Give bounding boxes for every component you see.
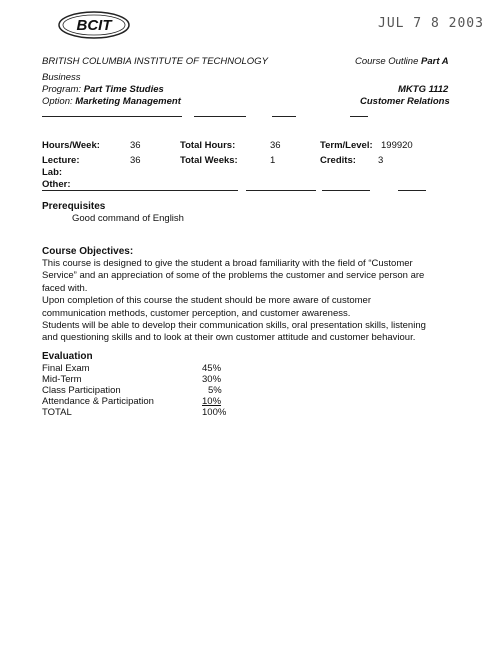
date-received-stamp: JUL 7 8 2003 [378, 16, 484, 31]
course-name: Customer Relations [360, 96, 450, 107]
hours-rule [398, 190, 426, 191]
other-label: Other: [42, 179, 71, 190]
hours-week-value: 36 [130, 140, 141, 151]
institution-name: BRITISH COLUMBIA INSTITUTE OF TECHNOLOGY [42, 56, 268, 67]
bcit-logo [56, 8, 132, 42]
evaluation-value: 100% [202, 407, 227, 418]
total-weeks-label: Total Weeks: [180, 155, 238, 166]
hours-rule [322, 190, 370, 191]
svg-text:BCIT: BCIT [76, 17, 112, 34]
course-outline-label: Course Outline Part A [355, 56, 449, 67]
evaluation-row [42, 363, 242, 374]
evaluation-row [42, 385, 242, 396]
header-rule [272, 116, 296, 117]
hours-rule [42, 190, 238, 191]
objectives-line: communication methods, customer perception, and customer awareness. [42, 307, 351, 319]
prerequisites-heading: Prerequisites [42, 201, 106, 212]
objectives-line: Upon completion of this course the student should be more aware of customer [42, 295, 371, 307]
lab-label: Lab: [42, 167, 63, 178]
evaluation-value: 30% [202, 374, 222, 385]
objectives-body [42, 258, 462, 345]
evaluation-row [42, 396, 242, 407]
evaluation-heading: Evaluation [42, 351, 93, 362]
program-line: Program: Part Time Studies [42, 84, 164, 95]
evaluation-label: Attendance & Participation [42, 396, 154, 407]
hours-rule [246, 190, 316, 191]
term-level-label: Term/Level: [320, 140, 373, 151]
evaluation-label: Final Exam [42, 363, 90, 374]
lecture-value: 36 [130, 155, 141, 166]
evaluation-row [42, 374, 242, 385]
evaluation-row [42, 407, 242, 418]
header-rule [42, 116, 182, 117]
evaluation-label: Mid-Term [42, 374, 82, 385]
credits-value: 3 [378, 155, 384, 166]
option-line: Option: Marketing Management [42, 96, 181, 107]
course-code: MKTG 1112 [398, 84, 449, 95]
objectives-line: faced with. [42, 282, 88, 294]
header-rule [350, 116, 368, 117]
prerequisites-text: Good command of English [72, 213, 184, 224]
school-name: Business [42, 72, 81, 83]
lecture-label: Lecture: [42, 155, 80, 166]
evaluation-value: 45% [202, 363, 222, 374]
total-hours-value: 36 [270, 140, 281, 151]
objectives-line: This course is designed to give the student a broad familiarity with the field of “Customer [42, 258, 413, 269]
credits-label: Credits: [320, 155, 356, 166]
total-weeks-value: 1 [270, 155, 276, 166]
term-level-value: 199920 [381, 140, 413, 151]
total-hours-label: Total Hours: [180, 140, 236, 151]
evaluation-label: Class Participation [42, 385, 121, 396]
objectives-line: and questioning skills and to look at their own customer attitude and customer behaviour. [42, 332, 416, 344]
header-rule [194, 116, 246, 117]
objectives-line: Service” and an appreciation of some of the problems the customer and service person are [42, 270, 425, 282]
objectives-line: Students will be able to develop their communication skills, oral presentation skills, listening [42, 320, 426, 332]
evaluation-value: 5% [208, 385, 222, 396]
evaluation-label: TOTAL [42, 407, 72, 418]
objectives-heading: Course Objectives: [42, 246, 134, 257]
hours-week-label: Hours/Week: [42, 140, 100, 151]
evaluation-value: 10% [202, 396, 222, 407]
